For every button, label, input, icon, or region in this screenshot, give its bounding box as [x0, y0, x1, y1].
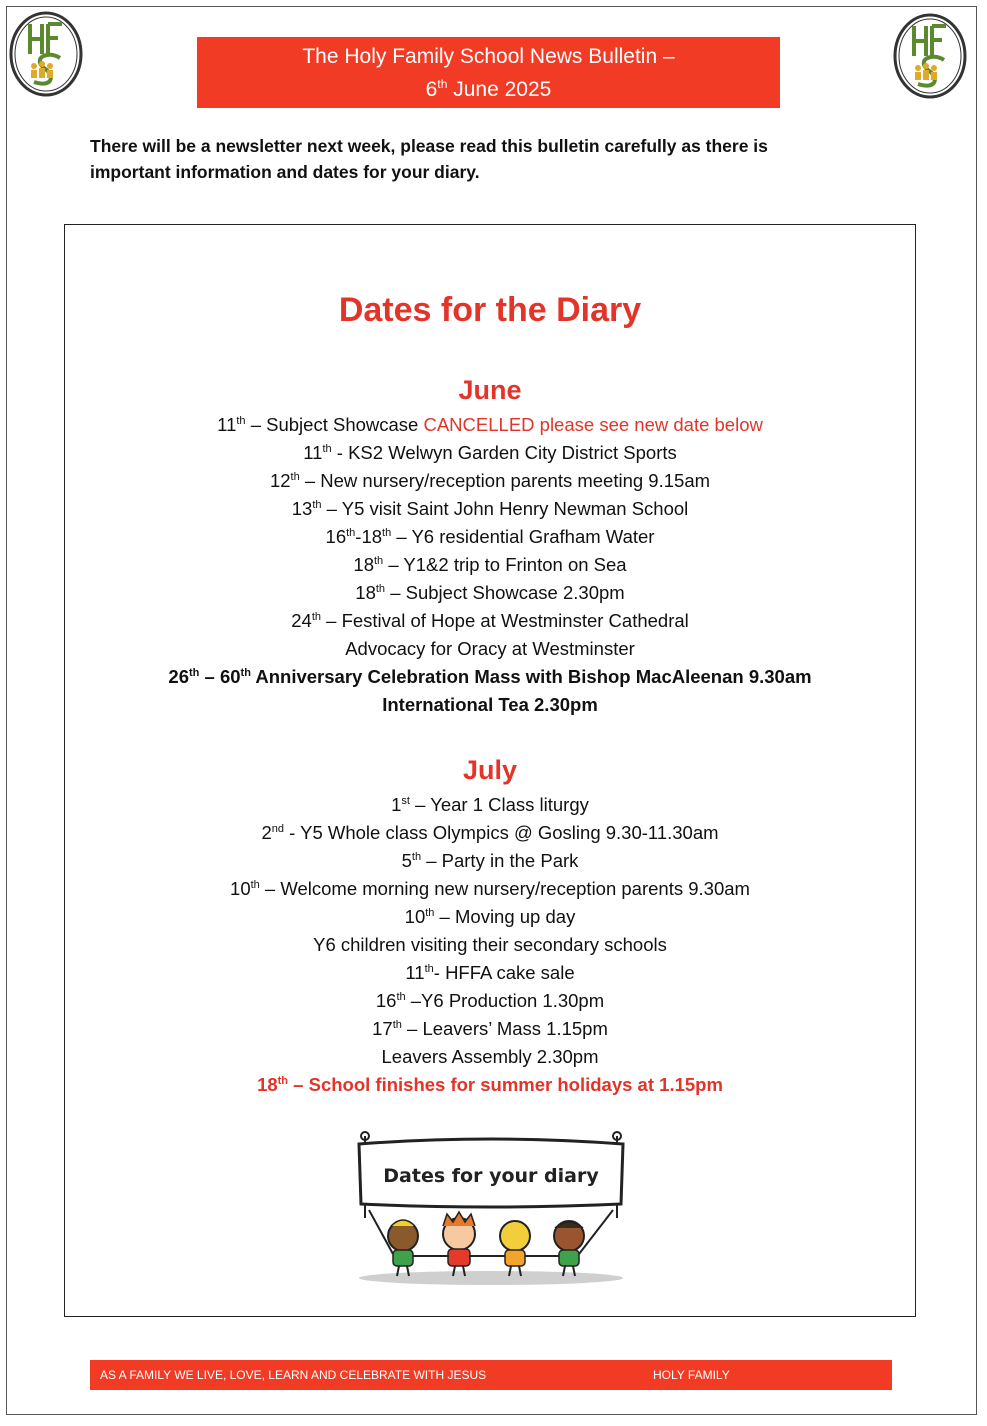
- bulletin-date: 6th June 2025: [425, 77, 552, 101]
- june-date-item: Advocacy for Oracy at Westminster: [345, 638, 635, 659]
- child-figure: [500, 1221, 530, 1276]
- child-figure: [554, 1221, 584, 1276]
- june-date-item: 16th-18th – Y6 residential Grafham Water: [325, 526, 655, 547]
- intro-notice: There will be a newsletter next week, please read this bulletin carefully as there is important information and dates for your diary.: [90, 136, 768, 182]
- month-heading-july: July: [462, 755, 518, 785]
- july-date-item: 2nd - Y5 Whole class Olympics @ Gosling 9.30-11.30am: [261, 822, 719, 843]
- june-date-item: 26th – 60th Anniversary Celebration Mass with Bishop MacAleenan 9.30am: [168, 666, 812, 687]
- diary-heading: Dates for the Diary: [338, 291, 642, 329]
- june-date-item: 12th – New nursery/reception parents meeting 9.15am: [269, 470, 711, 491]
- june-date-item: 18th – Y1&2 trip to Frinton on Sea: [353, 554, 627, 575]
- july-date-item: 16th –Y6 Production 1.30pm: [375, 990, 605, 1011]
- july-date-item: 1st – Year 1 Class liturgy: [391, 794, 589, 815]
- july-date-item: 11th- HFFA cake sale: [405, 962, 575, 983]
- bulletin-title-bar: [197, 37, 780, 108]
- month-heading-june: June: [458, 375, 522, 405]
- footer-bar: [90, 1360, 892, 1390]
- bulletin-title-line1: The Holy Family School News Bulletin –: [302, 45, 675, 68]
- dates-banner-illustration: [355, 1128, 627, 1288]
- july-dates-list: [65, 791, 915, 1099]
- july-date-item: 18th – School finishes for summer holidays at 1.15pm: [257, 1074, 723, 1095]
- june-date-item: International Tea 2.30pm: [382, 694, 598, 715]
- june-date-item: 11th - KS2 Welwyn Garden City District Sports: [303, 442, 677, 463]
- footer-school-name: HOLY FAMILY: [653, 1368, 730, 1382]
- june-date-item: 18th – Subject Showcase 2.30pm: [355, 582, 625, 603]
- child-figure: [443, 1212, 475, 1276]
- july-date-item: 10th – Moving up day: [404, 906, 576, 927]
- july-date-item: Y6 children visiting their secondary schools: [313, 934, 667, 955]
- july-date-item: Leavers Assembly 2.30pm: [381, 1046, 599, 1067]
- june-date-item: 24th – Festival of Hope at Westminster Cathedral: [291, 610, 689, 631]
- school-logo-left: [8, 10, 84, 100]
- child-figure: [388, 1220, 418, 1276]
- june-date-item: 13th – Y5 visit Saint John Henry Newman School: [291, 498, 689, 519]
- july-date-item: 10th – Welcome morning new nursery/reception parents 9.30am: [230, 878, 750, 899]
- june-dates-list: [65, 411, 915, 719]
- july-date-item: 17th – Leavers’ Mass 1.15pm: [372, 1018, 608, 1039]
- june-date-item: 11th – Subject Showcase CANCELLED please see new date below: [217, 414, 763, 435]
- diary-box: [64, 224, 916, 1317]
- school-logo-right: [892, 12, 968, 102]
- july-date-item: 5th – Party in the Park: [401, 850, 579, 871]
- footer-motto: AS A FAMILY WE LIVE, LOVE, LEARN AND CELEBRATE WITH JESUS: [100, 1368, 487, 1382]
- banner-text: Dates for your diary: [383, 1165, 599, 1187]
